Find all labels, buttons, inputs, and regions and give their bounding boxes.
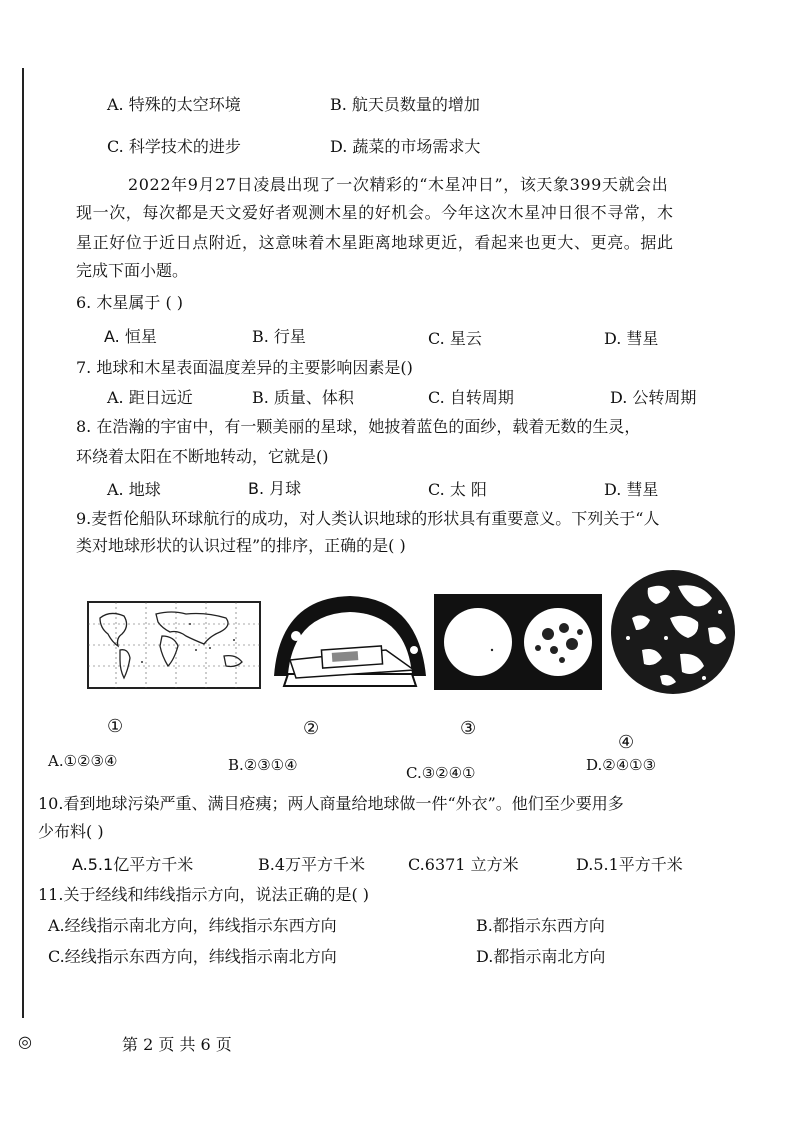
q10-option-a: A.5.1亿平方千米 — [72, 855, 194, 874]
passage-line-1: 2022年9月27日凌晨出现了一次精彩的“木星冲日”，该天象399天就会出 — [128, 175, 669, 194]
q9-stem-line-2: 类对地球形状的认识过程”的排序，正确的是( ) — [76, 536, 406, 555]
q8-option-d: D. 彗星 — [604, 480, 659, 499]
figure-label-3: ③ — [460, 718, 477, 739]
dome-model-figure — [266, 590, 432, 690]
footer-mark: ◎ — [18, 1032, 32, 1051]
q9-stem-line-1: 9.麦哲伦船队环球航行的成功，对人类认识地球的形状具有重要意义。下列关于“人 — [76, 509, 660, 528]
figure-label-4: ④ — [618, 732, 635, 753]
q10-stem-line-1: 10.看到地球污染严重、满目疮痍；两人商量给地球做一件“外衣”。他们至少要用多 — [38, 794, 624, 813]
q7-option-c: C. 自转周期 — [428, 388, 514, 407]
q10-option-d: D.5.1平方千米 — [576, 855, 683, 874]
q10-stem-line-2: 少布料( ) — [38, 822, 104, 841]
passage-line-2: 现一次，每次都是天文爱好者观测木星的好机会。今年这次木星冲日很不寻常，木 — [76, 203, 674, 222]
q7-option-d: D. 公转周期 — [610, 388, 697, 407]
q9-option-d: D.②④①③ — [586, 756, 657, 774]
q6-option-c: C. 星云 — [428, 329, 482, 348]
figure-label-2: ② — [303, 718, 320, 739]
q11-option-d: D.都指示南北方向 — [476, 947, 606, 966]
q10-option-b: B.4万平方千米 — [258, 855, 366, 874]
q5-option-b: B. 航天员数量的增加 — [330, 95, 480, 114]
q9-option-a: A.①②③④ — [48, 752, 118, 770]
q8-stem-line-1: 8. 在浩瀚的宇宙中，有一颗美丽的星球，她披着蓝色的面纱，载着无数的生灵， — [76, 417, 641, 436]
q11-stem: 11.关于经线和纬线指示方向，说法正确的是( ) — [38, 885, 370, 904]
q8-stem-line-2: 环绕着太阳在不断地转动，它就是() — [76, 447, 329, 466]
q8-option-a: A. 地球 — [107, 480, 161, 499]
q6-option-d: D. 彗星 — [604, 329, 659, 348]
q6-option-b: B. 行星 — [252, 327, 306, 346]
q11-option-c: C.经线指示东西方向，纬线指示南北方向 — [48, 947, 337, 966]
page-number: 第 2 页 共 6 页 — [122, 1035, 232, 1054]
q5-option-a: A. 特殊的太空环境 — [107, 95, 241, 114]
moon-phase-figure — [434, 594, 602, 690]
q10-option-c: C.6371 立方米 — [408, 855, 519, 874]
q8-option-b: B. 月球 — [248, 479, 302, 498]
q11-option-b: B.都指示东西方向 — [476, 916, 605, 935]
q6-option-a: A. 恒星 — [104, 327, 157, 346]
q8-option-c: C. 太 阳 — [428, 480, 487, 499]
q7-option-b: B. 质量、体积 — [252, 388, 354, 407]
passage-line-3: 星正好位于近日点附近，这意味着木星距离地球更近，看起来也更大、更亮。据此 — [76, 233, 674, 252]
q9-option-b: B.②③①④ — [228, 756, 298, 774]
q6-stem: 6. 木星属于 ( ) — [76, 293, 184, 312]
figure-label-1: ① — [107, 716, 124, 737]
q5-option-c: C. 科学技术的进步 — [107, 137, 241, 156]
q11-option-a: A.经线指示南北方向，纬线指示东西方向 — [48, 916, 337, 935]
q5-option-d: D. 蔬菜的市场需求大 — [330, 137, 481, 156]
earth-globe-figure — [608, 568, 738, 696]
passage-line-4: 完成下面小题。 — [76, 261, 189, 280]
q9-option-c: C.③②④① — [406, 764, 476, 782]
margin-line — [22, 68, 24, 1018]
q7-stem: 7. 地球和木星表面温度差异的主要影响因素是() — [76, 358, 413, 377]
world-map-figure — [86, 600, 262, 690]
q7-option-a: A. 距日远近 — [107, 388, 193, 407]
